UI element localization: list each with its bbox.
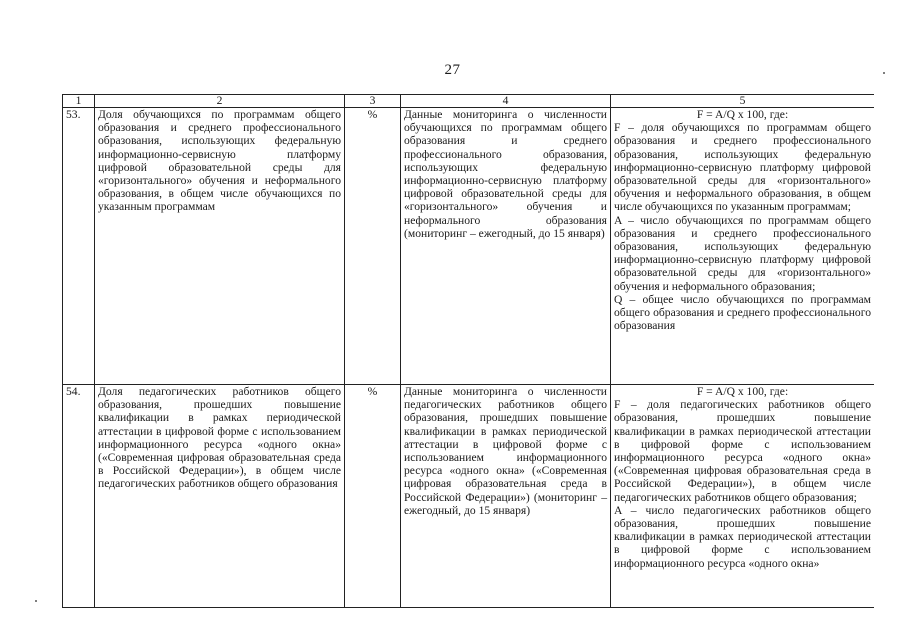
column-header-2: 2 <box>95 95 345 108</box>
column-header-4: 4 <box>401 95 611 108</box>
unit-of-measure: % <box>345 108 401 385</box>
calculation-method <box>611 108 875 385</box>
formula-definition: F – доля педагогических работников общего образования, прошедших повышение квалификации в рамках периодической аттестации в цифровой форме с использованием информационного ресурса «одного окна» («Современная цифровая образовательная среда в Российской Федерации»), в общем числе педагогических работников общего образования; <box>614 398 871 504</box>
column-header-5: 5 <box>611 95 875 108</box>
formula-definition: A – число педагогических работников общего образования, прошедших повышение квалификации в рамках периодической аттестации в цифровой форме с использованием информационного ресурса «одного окна» <box>614 503 871 570</box>
table-clip <box>62 0 874 612</box>
table-header-row <box>63 95 875 108</box>
indicator-name: Доля обучающихся по программам общего образования и среднего профессионального образования, использующих федеральную информационно-сервисную платформу цифровой образовательной среды для «горизонтального» обучения и неформального образования, в общем числе обучающихся по указанным программам <box>95 108 345 385</box>
scan-speck <box>35 600 37 602</box>
page-number: 27 <box>444 62 461 78</box>
formula: F = A/Q x 100, где: <box>696 385 789 398</box>
row-number: 54. <box>63 385 95 608</box>
calculation-method <box>611 385 875 608</box>
unit-of-measure: % <box>345 385 401 608</box>
table-row <box>63 385 875 608</box>
data-source: Данные мониторинга о численности педагогических работников общего образования, прошедших повышение квалификации в рамках периодической аттестации в цифровой форме с использованием информационного ресурса «одного окна» («Современная цифровая образовательная среда в Российской Федерации») (мониторинг – ежегодный, до 15 января) <box>401 385 611 608</box>
column-header-3: 3 <box>345 95 401 108</box>
table-row <box>63 108 875 385</box>
formula-definition: F – доля обучающихся по программам общего образования и среднего профессионального образования, использующих федеральную информационно-сервисную платформу цифровой образовательной среды для «горизонтального» обучения и неформального образования, в общем числе обучающихся по указанным программам; <box>614 121 871 214</box>
column-header-1: 1 <box>63 95 95 108</box>
data-source: Данные мониторинга о численности обучающихся по программам общего образования и среднего профессионального образования, использующих федеральную информационно-сервисную платформу цифровой образовательной среды для «горизонтального» обучения и неформального образования (мониторинг – ежегодный, до 15 января) <box>401 108 611 385</box>
indicator-name: Доля педагогических работников общего образования, прошедших повышение квалификации в рамках периодической аттестации в цифровой форме с использованием информационного ресурса «одного окна» («Современная цифровая образовательная среда в Российской Федерации»), в общем числе педагогических работников общего образования <box>95 385 345 608</box>
formula: F = A/Q x 100, где: <box>696 108 789 121</box>
row-number: 53. <box>63 108 95 385</box>
formula-definition: A – число обучающихся по программам общего образования и среднего профессионального образования, использующих федеральную информационно-сервисную платформу цифровой образовательной среды для «горизонтального» обучения и неформального образования; <box>614 213 871 293</box>
formula-definition: Q – общее число обучающихся по программам общего образования и среднего профессионального образования <box>614 292 871 333</box>
scan-speck <box>883 72 885 74</box>
indicators-table <box>62 94 874 608</box>
